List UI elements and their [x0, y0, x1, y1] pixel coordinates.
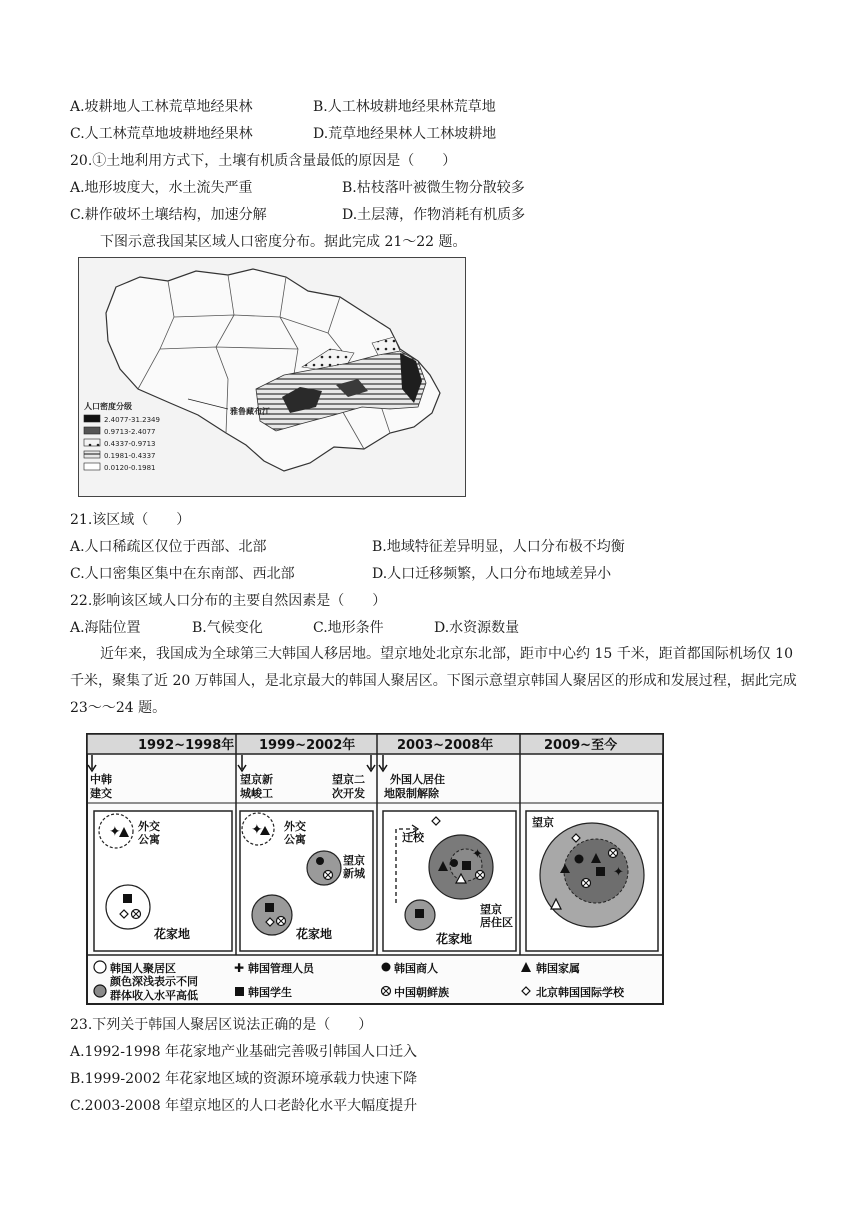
svg-text:✦: ✦ — [251, 822, 263, 838]
map-legend-item: 0.9713-2.4077 — [104, 428, 156, 436]
map-legend-title: 人口密度分级 — [84, 402, 132, 411]
q19-option-b: B.人工林坡耕地经果林荒草地 — [313, 99, 496, 115]
label-text: 群体收入水平高低 — [110, 989, 198, 1002]
q22-option-d: D.水资源数量 — [434, 620, 520, 636]
intro-23-24: 近年来，我国成为全球第三大韩国人移居地。望京地处北京东北部，距市中心约 15 千米，距首都国际机场仅 10 千米，聚集了近 20 万韩国人，是北京最大的韩国人聚居区。下图示意望京韩国人聚居区的形成和发展过程，据此完成 23～～24 题。 — [70, 646, 797, 716]
svg-text:望京新城 — [343, 853, 366, 880]
label-text: 望京 — [480, 903, 502, 916]
event-text: 次开发 — [332, 787, 365, 800]
label-text: 外交 — [284, 820, 306, 833]
q19-option-a: A.坡耕地人工林荒草地经果林 — [70, 99, 253, 115]
label-text: 新城 — [343, 867, 365, 880]
svg-text:✦: ✦ — [472, 847, 483, 862]
wangjing-development-diagram — [86, 733, 664, 1005]
river-label: 雅鲁藏布江 — [230, 407, 270, 416]
q21-option-c: C.人口密集区集中在东南部、西北部 — [70, 566, 295, 582]
q20-stem: 20.①土地利用方式下，土壤有机质含量最低的原因是（ ） — [70, 153, 457, 169]
event-text: 中韩 — [90, 773, 112, 786]
q19-option-c: C.人工林荒草地坡耕地经果林 — [70, 126, 253, 142]
q22-option-b: B.气候变化 — [192, 620, 263, 636]
q20-option-d: D.土层薄，作物消耗有机质多 — [342, 207, 526, 223]
q21-option-b: B.地域特征差异明显，人口分布极不均衡 — [372, 539, 625, 555]
svg-text:外交公寓 — [138, 819, 160, 846]
q23-option-a: A.1992-1998 年花家地产业基础完善吸引韩国人口迁入 — [70, 1044, 417, 1060]
period-4: 2009~至今 — [544, 738, 618, 753]
event-text: 望京二 — [332, 773, 365, 786]
map-legend-item: 0.1981-0.4337 — [104, 452, 156, 460]
svg-text:✦: ✦ — [613, 865, 624, 880]
event-text: 望京新 — [240, 773, 273, 786]
q22-option-c: C.地形条件 — [313, 620, 384, 636]
period-1: 1992~1998年 — [138, 738, 235, 753]
map-legend-item: 0.0120-0.1981 — [104, 464, 156, 472]
period-3: 2003~2008年 — [397, 738, 494, 753]
label-text: 外交 — [138, 820, 160, 833]
q22-stem: 22.影响该区域人口分布的主要自然因素是（ ） — [70, 593, 387, 609]
label-text: 望京 — [343, 854, 365, 867]
event-text: 城峻工 — [240, 787, 273, 800]
svg-text:✚: ✚ — [234, 961, 245, 975]
q21-option-d: D.人口迁移频繁，人口分布地域差异小 — [372, 566, 612, 582]
label-text: 居住区 — [480, 916, 513, 929]
legend-chaoxian: 中国朝鲜族 — [394, 986, 449, 999]
wangjing-label: 望京 — [532, 816, 554, 829]
label-text: 公寓 — [138, 833, 160, 846]
intro-21-22: 下图示意我国某区域人口密度分布。据此完成 21～22 题。 — [100, 234, 467, 250]
legend-xuesheng: 韩国学生 — [248, 986, 292, 999]
population-density-map — [78, 257, 466, 497]
q23-option-b: B.1999-2002 年花家地区域的资源环境承载力快速下降 — [70, 1071, 418, 1087]
legend-guanli: 韩国管理人员 — [248, 962, 314, 975]
svg-text:✦: ✦ — [109, 824, 121, 840]
huajiadi-label-1: 花家地 — [154, 927, 191, 941]
map-legend-item: 0.4337-0.9713 — [104, 440, 156, 448]
q20-option-c: C.耕作破坏土壤结构，加速分解 — [70, 207, 267, 223]
legend-shangren: 韩国商人 — [394, 962, 438, 975]
q23-stem: 23.下列关于韩国人聚居区说法正确的是（ ） — [70, 1017, 373, 1033]
event-text: 建交 — [90, 787, 112, 800]
q19-option-d: D.荒草地经果林人工林坡耕地 — [313, 126, 497, 142]
legend-juju: 韩国人聚居区 — [110, 962, 176, 975]
period-2: 1999~2002年 — [259, 738, 356, 753]
qianxiao-label: 迁校 — [402, 831, 424, 844]
q22-option-a: A.海陆位置 — [70, 620, 141, 636]
svg-text:外交公寓 — [284, 819, 306, 846]
legend-xuexiao: 北京韩国国际学校 — [536, 986, 624, 999]
q20-option-a: A.地形坡度大，水土流失严重 — [70, 180, 253, 196]
legend-jiashu: 韩国家属 — [536, 962, 580, 975]
q21-option-a: A.人口稀疏区仅位于西部、北部 — [70, 539, 267, 555]
huajiadi-label-2: 花家地 — [296, 927, 333, 941]
q21-stem: 21.该区域（ ） — [70, 512, 191, 528]
q23-option-c: C.2003-2008 年望京地区的人口老龄化水平大幅度提升 — [70, 1098, 418, 1114]
label-text: 公寓 — [284, 833, 306, 846]
event-text: 外国人居住 — [390, 773, 445, 786]
map-legend-item: 2.4077-31.2349 — [104, 416, 160, 424]
q20-option-b: B.枯枝落叶被微生物分散较多 — [342, 180, 525, 196]
huajiadi-label-3: 花家地 — [436, 932, 473, 946]
label-text: 颜色深浅表示不同 — [110, 975, 198, 988]
event-text: 地限制解除 — [384, 787, 439, 800]
